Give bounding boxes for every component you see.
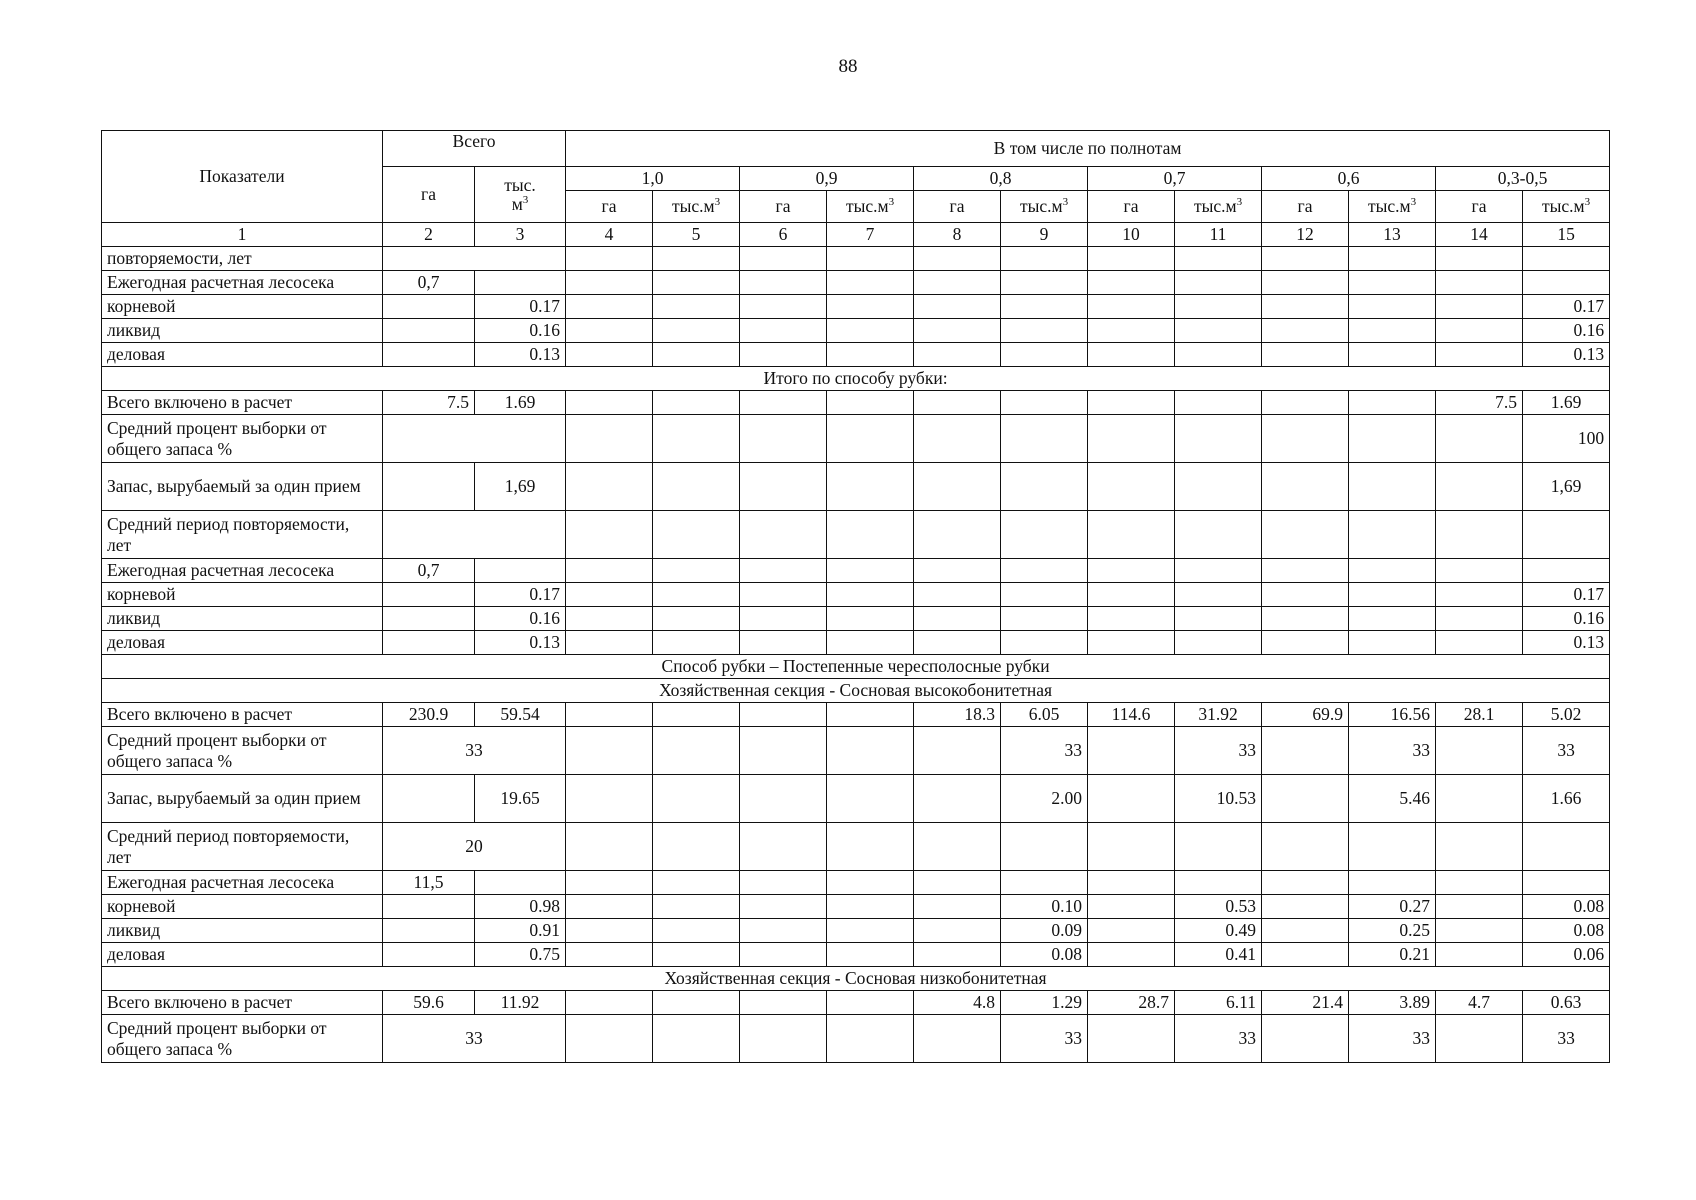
header-ha: га xyxy=(1088,191,1175,223)
header-m3: $тыс.м^3$ xyxy=(1001,191,1088,223)
cell-value: 5.02 xyxy=(1523,703,1610,727)
cell-value: 0.17 xyxy=(1523,583,1610,607)
row-label: Ежегодная расчетная лесосека xyxy=(102,271,383,295)
cell-value: 33 xyxy=(1001,1015,1088,1063)
cell-value: 20 xyxy=(383,823,566,871)
row-label: Средний процент выборки от общего запаса % xyxy=(102,727,383,775)
cell-value: 3.89 xyxy=(1349,991,1436,1015)
cell-value: 1.69 xyxy=(475,391,566,415)
header-m3: $тыс.м^3$ xyxy=(1349,191,1436,223)
section-heading: Хозяйственная секция - Сосновая низкобонитетная xyxy=(102,967,1610,991)
cell-value: 100 xyxy=(1523,415,1610,463)
cell-value: 0.17 xyxy=(475,583,566,607)
table-row xyxy=(102,319,1610,343)
header-density-0-3-0-5: 0,3-0,5 xyxy=(1436,167,1610,191)
row-label: Средний период повторяемости, лет xyxy=(102,823,383,871)
header-m3: $тыс.м^3$ xyxy=(1175,191,1262,223)
cell-value: 6.05 xyxy=(1001,703,1088,727)
col-number: 14 xyxy=(1436,223,1523,247)
header-m3: $тыс.м^3$ xyxy=(653,191,740,223)
header-density-1-0: 1,0 xyxy=(566,167,740,191)
cell-value: 0.21 xyxy=(1349,943,1436,967)
cell-value: 0.91 xyxy=(475,919,566,943)
table-row xyxy=(102,631,1610,655)
header-ha: га xyxy=(1436,191,1523,223)
table-row xyxy=(102,775,1610,823)
table-row xyxy=(102,463,1610,511)
table-row xyxy=(102,391,1610,415)
cell-value: 33 xyxy=(1349,727,1436,775)
cell-value: 0.17 xyxy=(1523,295,1610,319)
cell-value: 114.6 xyxy=(1088,703,1175,727)
cell-value: 0.09 xyxy=(1001,919,1088,943)
cell-value: 1,69 xyxy=(1523,463,1610,511)
header-density-0-8: 0,8 xyxy=(914,167,1088,191)
cell-value: 0.16 xyxy=(475,607,566,631)
table-row xyxy=(102,271,1610,295)
row-label: Ежегодная расчетная лесосека xyxy=(102,559,383,583)
cell-value: 69.9 xyxy=(1262,703,1349,727)
table-row xyxy=(102,895,1610,919)
col-number: 9 xyxy=(1001,223,1088,247)
cell-value: 59.54 xyxy=(475,703,566,727)
col-number: 1 xyxy=(102,223,383,247)
row-label: Средний процент выборки от общего запаса % xyxy=(102,415,383,463)
cell-value: 0.16 xyxy=(475,319,566,343)
cell-value: 28.7 xyxy=(1088,991,1175,1015)
header-total-ha: га xyxy=(383,167,475,223)
cell-value: 33 xyxy=(1175,1015,1262,1063)
col-number: 7 xyxy=(827,223,914,247)
cell-value: 33 xyxy=(383,1015,566,1063)
column-number-row xyxy=(102,223,1610,247)
section-heading: Итого по способу рубки: xyxy=(102,367,1610,391)
row-label: Всего включено в расчет xyxy=(102,391,383,415)
col-number: 15 xyxy=(1523,223,1610,247)
cell-value: 0.53 xyxy=(1175,895,1262,919)
header-indicators: Показатели xyxy=(102,131,383,223)
section-heading: Способ рубки – Постепенные чересполосные рубки xyxy=(102,655,1610,679)
row-label: деловая xyxy=(102,343,383,367)
cell-value: 59.6 xyxy=(383,991,475,1015)
cell-value: 10.53 xyxy=(1175,775,1262,823)
cell-value: 11,5 xyxy=(383,871,475,895)
table-row xyxy=(102,511,1610,559)
col-number: 13 xyxy=(1349,223,1436,247)
cell-value: 19.65 xyxy=(475,775,566,823)
cell-value: 11.92 xyxy=(475,991,566,1015)
section-heading: Хозяйственная секция - Сосновая высокобонитетная xyxy=(102,679,1610,703)
cell-value: 0.27 xyxy=(1349,895,1436,919)
table-row xyxy=(102,727,1610,775)
row-label: Средний процент выборки от общего запаса % xyxy=(102,1015,383,1063)
table-row xyxy=(102,343,1610,367)
cell-value: 1.66 xyxy=(1523,775,1610,823)
header-ha: га xyxy=(914,191,1001,223)
row-label: деловая xyxy=(102,631,383,655)
cell-value: 6.11 xyxy=(1175,991,1262,1015)
row-label: ликвид xyxy=(102,919,383,943)
cell-value: 33 xyxy=(383,727,566,775)
table-row xyxy=(102,415,1610,463)
page-number: 88 xyxy=(838,56,858,77)
cell-value: 0.13 xyxy=(475,343,566,367)
forest-cutting-table xyxy=(101,130,1610,1063)
cell-value: 4.8 xyxy=(914,991,1001,1015)
col-number: 4 xyxy=(566,223,653,247)
col-number: 6 xyxy=(740,223,827,247)
cell-value: 0,7 xyxy=(383,271,475,295)
row-label: Всего включено в расчет xyxy=(102,703,383,727)
header-by-density: В том числе по полнотам xyxy=(566,131,1610,167)
col-number: 5 xyxy=(653,223,740,247)
cell-value: 0.49 xyxy=(1175,919,1262,943)
cell-value: 1.29 xyxy=(1001,991,1088,1015)
cell-value: 4.7 xyxy=(1436,991,1523,1015)
header-m3: $тыс.м^3$ xyxy=(1523,191,1610,223)
table-row xyxy=(102,1015,1610,1063)
table-row xyxy=(102,991,1610,1015)
col-number: 3 xyxy=(475,223,566,247)
header-ha: га xyxy=(1262,191,1349,223)
col-number: 11 xyxy=(1175,223,1262,247)
cell-value: 0.41 xyxy=(1175,943,1262,967)
table-row xyxy=(102,247,1610,271)
cell-value: 33 xyxy=(1523,1015,1610,1063)
cell-value: 0.08 xyxy=(1523,895,1610,919)
cell-value: 28.1 xyxy=(1436,703,1523,727)
cell-value: 7.5 xyxy=(383,391,475,415)
header-density-0-7: 0,7 xyxy=(1088,167,1262,191)
cell-value: 1.69 xyxy=(1523,391,1610,415)
cell-value: 0.06 xyxy=(1523,943,1610,967)
table-row xyxy=(102,295,1610,319)
row-label: ликвид xyxy=(102,607,383,631)
header-ha: га xyxy=(740,191,827,223)
cell-value: 230.9 xyxy=(383,703,475,727)
row-label: Запас, вырубаемый за один прием xyxy=(102,463,383,511)
cell-value: 2.00 xyxy=(1001,775,1088,823)
cell-value: 0.08 xyxy=(1001,943,1088,967)
cell-value: 0.13 xyxy=(1523,631,1610,655)
cell-value: 33 xyxy=(1001,727,1088,775)
cell-value: 0.75 xyxy=(475,943,566,967)
header-total-m3: тыс. $м^3$ xyxy=(475,167,566,223)
col-number: 8 xyxy=(914,223,1001,247)
cell-value: 16.56 xyxy=(1349,703,1436,727)
row-label: корневой xyxy=(102,895,383,919)
cell-value: 0.13 xyxy=(475,631,566,655)
table-row xyxy=(102,943,1610,967)
cell-value: 0.13 xyxy=(1523,343,1610,367)
table-row xyxy=(102,871,1610,895)
cell-value: 33 xyxy=(1523,727,1610,775)
cell-value: 5.46 xyxy=(1349,775,1436,823)
cell-value: 18.3 xyxy=(914,703,1001,727)
cell-value: 1,69 xyxy=(475,463,566,511)
header-ha: га xyxy=(566,191,653,223)
header-total: Всего xyxy=(383,131,566,167)
table-row xyxy=(102,583,1610,607)
header-m3: $тыс.м^3$ xyxy=(827,191,914,223)
table-row xyxy=(102,919,1610,943)
row-label: Средний период повторяемости, лет xyxy=(102,511,383,559)
row-label: деловая xyxy=(102,943,383,967)
cell-value: 0.10 xyxy=(1001,895,1088,919)
row-label: ликвид xyxy=(102,319,383,343)
row-label: Всего включено в расчет xyxy=(102,991,383,1015)
cell-value: 0,7 xyxy=(383,559,475,583)
cell-value: 0.98 xyxy=(475,895,566,919)
cell-value: 0.25 xyxy=(1349,919,1436,943)
table-row xyxy=(102,559,1610,583)
row-label: Ежегодная расчетная лесосека xyxy=(102,871,383,895)
cell-value: 0.16 xyxy=(1523,319,1610,343)
header-density-0-6: 0,6 xyxy=(1262,167,1436,191)
header-density-0-9: 0,9 xyxy=(740,167,914,191)
table-row xyxy=(102,823,1610,871)
row-label: Запас, вырубаемый за один прием xyxy=(102,775,383,823)
table-row xyxy=(102,607,1610,631)
col-number: 12 xyxy=(1262,223,1349,247)
cell-value: 21.4 xyxy=(1262,991,1349,1015)
cell-value: 31.92 xyxy=(1175,703,1262,727)
col-number: 2 xyxy=(383,223,475,247)
table-row xyxy=(102,703,1610,727)
cell-value: 33 xyxy=(1175,727,1262,775)
row-label: повторяемости, лет xyxy=(102,247,383,271)
cell-value: 7.5 xyxy=(1436,391,1523,415)
col-number: 10 xyxy=(1088,223,1175,247)
cell-value: 0.16 xyxy=(1523,607,1610,631)
cell-value: 33 xyxy=(1349,1015,1436,1063)
row-label: корневой xyxy=(102,295,383,319)
cell-value: 0.08 xyxy=(1523,919,1610,943)
cell-value: 0.17 xyxy=(475,295,566,319)
cell-value: 0.63 xyxy=(1523,991,1610,1015)
row-label: корневой xyxy=(102,583,383,607)
